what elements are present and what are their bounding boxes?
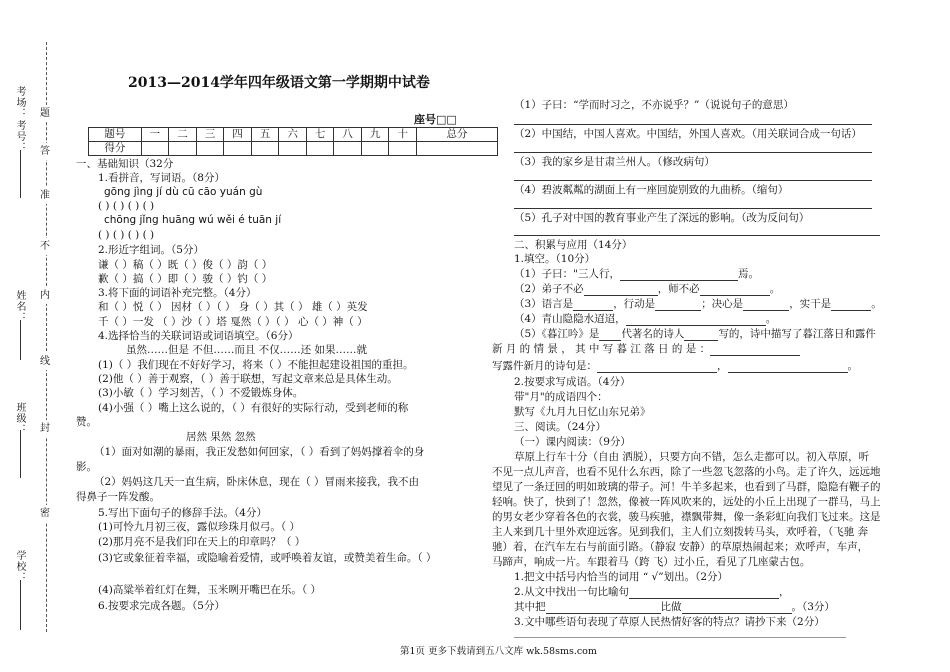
- score-table-header: 题号: [89, 128, 142, 142]
- class-line: [20, 430, 21, 478]
- score-table-header: 七: [306, 128, 334, 142]
- score-table-header: 一: [141, 128, 169, 142]
- fill-line-9: 其中把 比做 。（3分）: [514, 601, 835, 613]
- answer-line: [514, 152, 872, 153]
- fill-line-2: （2）弟子不必 ，师不必 。: [514, 283, 781, 295]
- exam-room-label: 考场：: [14, 86, 25, 119]
- question-text: 和（ ）悦（ ） 因材（ ）（ ） 身（ ）其（ ） 雄（ ）英发: [98, 301, 368, 313]
- question-text: 千（ ）一发 （ ）沙（ ）塔 戛然（ ）（ ） 心（ ）神（ ）: [98, 316, 368, 328]
- score-table-header: 三: [196, 128, 224, 142]
- page-footer: 第1页 更多下载请到五八文库 wk.58sms.com: [400, 646, 597, 657]
- answer-brackets: ( ) ( ) ( ) ( ): [98, 200, 155, 212]
- answer-line: [514, 235, 880, 236]
- score-cell: [306, 142, 334, 156]
- margin-word: 内: [40, 287, 50, 304]
- passage-line: 的男女老少穿着各色的衣裳，骏马疾驰，襟飘带舞，像一条彩虹向我们飞过来。这是: [492, 511, 881, 523]
- seat-number: 座号□□: [414, 113, 457, 126]
- score-row-label: 得分: [89, 142, 142, 156]
- answer-line: [514, 180, 872, 181]
- reading-heading: （一）课内阅读：（9分）: [514, 436, 631, 448]
- question-text: 3.文中哪些语句表现了草原人民热情好客的特点？请抄下来（2分）: [514, 616, 825, 628]
- score-table-header: 六: [279, 128, 307, 142]
- question-text: 6.按要求完成各题。（5分）: [98, 600, 225, 612]
- question-text: （3）我的家乡是甘肃兰州人。（修改病句）: [514, 156, 715, 168]
- word-options: 居然 果然 忽然: [186, 431, 256, 443]
- answer-line: [514, 208, 872, 209]
- score-cell: [334, 142, 362, 156]
- answer-brackets: ( ) ( ) ( ) ( ): [98, 229, 155, 241]
- fill-line-8: 2.从文中找出一句比喻句 ，: [514, 586, 790, 598]
- question-text: 2.形近字组词。（5分）: [98, 244, 204, 256]
- binding-dashed-line: [46, 42, 47, 632]
- margin-word: 题: [40, 105, 50, 122]
- passage-line: 驰）着，在汽车左右与前面引路。（静寂 安静）的草原热闹起来；欢呼声，车声，: [492, 541, 869, 553]
- question-text: （1）子曰：“学而时习之，不亦说乎？”（说说句子的意思）: [514, 99, 794, 111]
- score-table-header: 十: [389, 128, 417, 142]
- score-table-score-row: [89, 142, 498, 156]
- question-text: 默写《九月九日忆山东兄弟》: [514, 406, 651, 418]
- question-text: （1）面对如潮的暴雨，我正发愁如何回家，（ ）看到了妈妈撑着伞的身: [94, 446, 425, 458]
- question-text: 歉（ ）搞（ ）即（ ）骏（ ）钓（ ）: [98, 273, 273, 285]
- question-text: (3)小敏（ ）学习刻苦，（ ）不爱锻炼身体。: [98, 387, 304, 399]
- score-table-header: 八: [334, 128, 362, 142]
- question-text: 得鼻子一阵发酸。: [76, 491, 160, 503]
- passage-line: 主人来到几十里外欢迎远客。见到我们，主人们立刻拨转马头，欢呼着，（飞驰 奔: [492, 526, 869, 538]
- question-text: 1.看拼音，写词语。（8分）: [98, 172, 225, 184]
- passage-line: 轻响。快了，快到了！忽然，像被一阵风吹来的，远处的小丘上出现了一群马，马上: [492, 496, 881, 508]
- score-cell: [389, 142, 417, 156]
- margin-word: 封: [40, 420, 50, 437]
- question-text: 3.将下面的词语补充完整。（4分）: [98, 287, 257, 299]
- question-text: 带"月"的成语四个：: [514, 391, 608, 403]
- question-text: (2)他（ ）善于观察，（ ）善于联想，写起文章来总是具体生动。: [98, 373, 398, 385]
- answer-line: [514, 124, 872, 125]
- margin-word: 线: [40, 353, 50, 370]
- score-cell: [141, 142, 169, 156]
- page-title: 2013—2014学年四年级语文第一学期期中试卷: [128, 75, 430, 91]
- passage-line: 望见了一条迂回的明如玻璃的带子。河！牛羊多起来，也看到了马群，隐隐有鞭子的: [492, 481, 881, 493]
- score-table-header: 二: [169, 128, 197, 142]
- score-table-header: 总分: [417, 128, 498, 142]
- passage-line: 马蹄声，响成一片。车跟着马（跨 飞）过小丘，看见了几座蒙古包。: [492, 556, 811, 568]
- question-text: 谦（ ）稿（ ）既（ ）俊（ ）韵（ ）: [98, 259, 273, 271]
- question-text: 赞。: [76, 416, 97, 428]
- question-text: (2)那月亮不是我们印在天上的印章吗？（ ）: [98, 536, 306, 548]
- answer-line: [514, 637, 846, 638]
- school-line: [20, 580, 21, 630]
- fill-line-4: （4）青山隐隐水迢迢， 。: [514, 313, 777, 325]
- score-table-header: 五: [251, 128, 279, 142]
- pinyin-row: gōng jìng jí dù cū cāo yuán gù: [104, 186, 263, 198]
- margin-word: 不: [40, 238, 50, 255]
- pinyin-row: chōng jǐng huāng wú wěi é tuān jí: [104, 214, 282, 226]
- exam-number-label: 考号：: [14, 120, 25, 153]
- score-cell: [169, 142, 197, 156]
- score-table-header: 四: [224, 128, 252, 142]
- name-line: [20, 320, 21, 360]
- fill-line-3: （3）语言是 ，行动是 ；决心是 ，实干是 。: [514, 298, 882, 310]
- class-label: 班级：: [14, 402, 25, 435]
- question-text: (4)小强（ ）嘴上这么说的，（ ）有很好的实际行动，受到老师的称: [98, 402, 409, 414]
- question-text: （4）碧波粼粼的湖面上有一座回旋别致的九曲桥。（缩句）: [514, 184, 789, 196]
- question-text: 2.按要求写成语。（4分）: [514, 376, 631, 388]
- question-text: （5）孔子对中国的教育事业产生了深远的影响。（改为反问句）: [514, 212, 810, 224]
- passage-line: 不见一点儿声音，也看不见什么东西，除了一些忽飞忽落的小鸟。走了许久，远远地: [492, 466, 881, 478]
- score-table: [88, 127, 498, 156]
- score-cell: [279, 142, 307, 156]
- question-text: （2）妈妈这几天一直生病，卧床休息，现在（ ）冒雨来接我，我不由: [94, 476, 420, 488]
- fill-line-7: 写露件新月的诗句是： ， 。: [492, 360, 858, 372]
- margin-word: 答: [40, 143, 50, 160]
- name-label: 姓名：: [14, 290, 25, 323]
- passage-line: 草原上行车十分（自由 洒脱），只要方向不错，怎么走都可以。初入草原，听: [514, 451, 870, 463]
- question-text: 1.把文中括号内恰当的词用 “ √”划出。（2分）: [514, 571, 729, 583]
- section-2-heading: 二、积累与应用（14分）: [514, 239, 633, 251]
- score-table-header: 九: [361, 128, 389, 142]
- margin-word: 准: [40, 187, 50, 204]
- question-text: (4)高粱举着红灯在舞，玉米咧开嘴巴在乐。（ ）: [98, 584, 321, 596]
- section-3-heading: 三、阅读。（24分）: [514, 421, 607, 433]
- school-label: 学校：: [14, 550, 25, 583]
- word-options: 虽然……但是 不但……而且 不仅……还 如果……就: [126, 344, 368, 356]
- fill-line-5: （5）《暮江吟》是 代著名的诗人 写的，诗中描写了暮江落日和露件: [514, 328, 876, 340]
- question-text: 4.选择恰当的关联词语或词语填空。（6分）: [98, 330, 299, 342]
- score-cell: [196, 142, 224, 156]
- section-1-heading: 一、基础知识（32分: [76, 158, 174, 170]
- score-cell: [251, 142, 279, 156]
- score-cell: [224, 142, 252, 156]
- fill-line-6: 新 月 的 情 景 ， 其 中 写 暮 江 落 日 的 是 ：: [492, 343, 800, 356]
- fill-line-1: （1）子曰："三人行， 焉。: [514, 268, 760, 280]
- question-text: (1)可怜九月初三夜，露似珍珠月似弓。（ ）: [98, 521, 300, 533]
- question-text: 5.写出下面句子的修辞手法。（4分）: [98, 507, 267, 519]
- exam-number-line: [20, 150, 21, 198]
- score-table-header-row: [89, 128, 498, 142]
- question-text: （2）中国结，中国人喜欢。中国结，外国人喜欢。（用关联词合成一句话）: [514, 128, 862, 140]
- question-text: (1)（ ）我们现在不好好学习，将来（ ）不能担起建设祖国的重担。: [98, 359, 414, 371]
- question-text: 1.填空。（10分）: [514, 253, 596, 265]
- margin-word: 密: [40, 505, 50, 522]
- question-text: 影。: [76, 461, 97, 473]
- score-cell: [361, 142, 389, 156]
- question-text: (3)它或象征着幸福，或隐喻着爱情，或呼唤着友谊，或赞美着生命。（ ）: [98, 552, 437, 564]
- score-cell: [417, 142, 498, 156]
